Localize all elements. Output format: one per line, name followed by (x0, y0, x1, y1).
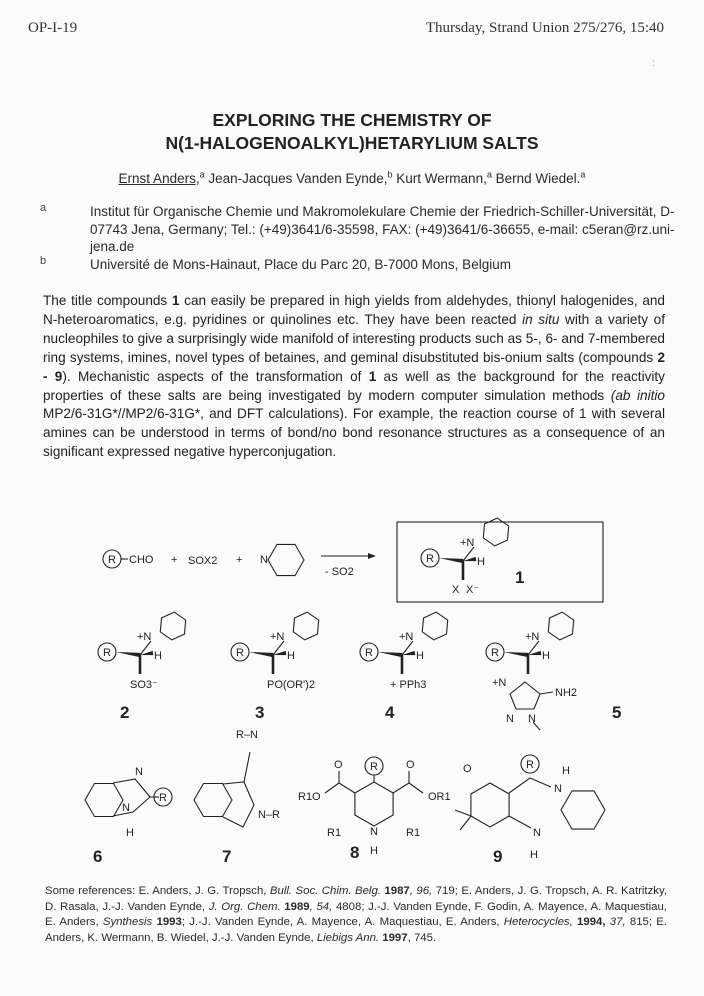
atom-label: +N (525, 631, 540, 643)
atom-label: R1 (406, 827, 421, 839)
atom-label: N (122, 802, 130, 814)
bond (540, 692, 553, 694)
pyridinium-ring (422, 612, 447, 640)
atom-label: H (562, 765, 570, 777)
atom-label: H (126, 827, 134, 839)
wedge-bond (116, 652, 140, 657)
bond (409, 783, 423, 793)
diazepine-bond (509, 778, 551, 793)
atom-label: +N (460, 537, 475, 549)
scan-speck: : (652, 58, 655, 69)
session-code: OP-I-19 (28, 20, 78, 36)
compound-label: 2 (120, 703, 130, 722)
aff-mark: b (387, 169, 393, 180)
thionyl-halide: SOX2 (188, 555, 218, 567)
r-group-label: R (159, 792, 167, 804)
atom-label: O (406, 759, 415, 771)
atom-label: H (370, 845, 378, 857)
benzene-ring (561, 791, 605, 829)
arrowhead (368, 553, 376, 559)
atom-label: N (135, 766, 143, 778)
triazole-ring (510, 682, 540, 709)
compound-label: 4 (385, 703, 395, 722)
pyridinium-ring (160, 612, 185, 640)
bond (533, 722, 540, 730)
atom-label: O (334, 759, 343, 771)
session-schedule: Thursday, Strand Union 275/276, 15:40 (425, 20, 664, 36)
atom-label: H (542, 650, 550, 662)
compound-label: 5 (612, 703, 622, 722)
author: Jean-Jacques Vanden Eynde, (208, 171, 388, 186)
atom-label: OR1 (428, 791, 451, 803)
bond (509, 816, 531, 828)
affiliation-letter: a (40, 202, 47, 214)
atom-label: +N (137, 631, 152, 643)
atom-label: PO(OR')2 (267, 679, 315, 691)
pyridinium-ring (548, 612, 573, 640)
aldehyde-label: CHO (129, 554, 154, 566)
affiliation-a: Institut für Organische Chemie und Makromolekulare Chemie der Friedrich-Schiller-Universität, D-07743 Jena, Germany; Tel.: (+49)3641/6-35598, FAX: (+49)3641/6-36655, e-mail: c5eran@rz.uni-jena.de (90, 204, 675, 254)
atom-label: N–R (258, 809, 281, 821)
atom-label: H (287, 650, 295, 662)
atom-label: N (554, 783, 562, 795)
atom-label: X (452, 584, 460, 596)
pyridine-ring (268, 544, 304, 575)
r-group-label: R (526, 759, 534, 771)
atom-label: + PPh3 (390, 679, 427, 691)
bond (325, 783, 339, 793)
pyridine-ring (85, 784, 123, 817)
references: Some references: E. Anders, J. G. Tropsch, Bull. Soc. Chim. Belg. 1987, 96, 719; E. Anders, J. G. Tropsch, A. R. Katritzky, D. Rasala, J.-J. Vanden Eynde, J. Org. Chem. 1989, 54, 4808; J.-J. Vanden Eynde, F. Godin, A. Mayence, A. Maquestiau, E. Anders, Synthesis 1993; J.-J. Vanden Eynde, A. Mayence, A. Maquestiau, E. Anders, Heterocycles, 1994, 37, 815; E. Anders, K. Wermann, B. Wiedel, J.-J. Vanden Eynde, Liebigs Ann. 1997, 745. (45, 885, 668, 944)
atom-label: +N (399, 631, 414, 643)
r-group-label: R (236, 647, 244, 659)
atom-label: O (463, 763, 472, 775)
cyclohexenone-ring (471, 783, 509, 827)
wedge-bond (378, 652, 402, 657)
atom-label: R1 (327, 827, 342, 839)
author-presenting: Ernst Anders, (118, 171, 200, 186)
compound-6-label: 6 (93, 847, 103, 866)
bond (244, 752, 250, 782)
author: Kurt Wermann, (396, 171, 487, 186)
wedge-bond (504, 652, 528, 657)
atom-label: X⁻ (466, 584, 480, 596)
benzene-ring (194, 784, 232, 817)
aff-mark: a (580, 169, 586, 180)
wedge-bond (439, 558, 463, 563)
byproduct: - SO2 (325, 566, 354, 578)
atom-label: N (370, 826, 378, 838)
abstract-text: The title compounds 1 can easily be prepared in high yields from aldehydes, thionyl halogenides, and N-heteroaromatics, e.g. pyridines or quinolines etc. They have been reacted in situ with a variety of nucleophiles to give a surprisingly wide manifold of interesting products such as 5-, 6- and 7-membered ring systems, imines, novel types of betaines, and geminal disubstituted bis-onium salts (compounds 2 - 9). Mechanistic aspects of the transformation of 1 as well as the background for the reactivity properties of these salts are being investigated by modern computer simulation methods (ab initio MP2/6-31G*//MP2/6-31G*, and DFT calculations). For example, the reaction course of 1 with several amines can be understood in terms of bond/no bond resonance structures as a consequence of an significant expressed negative hyperconjugation. (43, 293, 666, 460)
compound-8-label: 8 (350, 843, 360, 862)
pyridine-n: N (260, 554, 268, 566)
aff-mark: a (199, 169, 205, 180)
compound-7-label: 7 (222, 847, 232, 866)
atom-label: +N (492, 677, 507, 689)
r-group-label: R (365, 647, 373, 659)
aff-mark: a (486, 169, 492, 180)
atom-label: H (530, 849, 538, 861)
wedge-bond (249, 652, 273, 657)
reaction-scheme (0, 500, 704, 880)
bond (455, 810, 471, 816)
author-list (0, 170, 704, 188)
pyridinium-ring (293, 612, 318, 640)
affiliation-letter: b (40, 255, 47, 267)
atom-label: H (477, 556, 485, 568)
r-group-label: R (491, 647, 499, 659)
atom-label: H (154, 650, 162, 662)
atom-label: SO3⁻ (130, 679, 158, 691)
author: Bernd Wiedel. (495, 171, 581, 186)
affiliation-b: Université de Mons-Hainaut, Place du Parc 20, B-7000 Mons, Belgium (90, 257, 511, 272)
plus-sign: + (171, 554, 178, 566)
atom-label: +N (270, 631, 285, 643)
r-group-label: R (108, 554, 116, 566)
atom-label: NH2 (555, 687, 578, 699)
title-line-2: N(1-HALOGENOALKYL)HETARYLIUM SALTS (165, 133, 539, 153)
bond (393, 783, 409, 793)
title-line-1: EXPLORING THE CHEMISTRY OF (212, 110, 492, 130)
r-group-label: R (370, 761, 378, 773)
reactant-aldehyde (103, 550, 154, 568)
bond (339, 783, 355, 793)
pyrroline-ring (223, 782, 254, 827)
atom-label: N (506, 713, 514, 725)
r-group-label: R (103, 647, 111, 659)
dihydropyridine-ring (355, 782, 393, 826)
plus-sign: + (236, 554, 243, 566)
bond (460, 816, 471, 830)
compound-label: 1 (515, 568, 525, 587)
compound-label: 3 (255, 703, 265, 722)
imidazole-ring (113, 779, 150, 816)
atom-label: H (416, 650, 424, 662)
r-group-label: R (426, 553, 434, 565)
atom-label: N (533, 827, 541, 839)
atom-label: N (528, 713, 536, 725)
atom-label: R–N (236, 729, 259, 741)
atom-label: R1O (298, 791, 321, 803)
compound-9-label: 9 (493, 847, 503, 866)
